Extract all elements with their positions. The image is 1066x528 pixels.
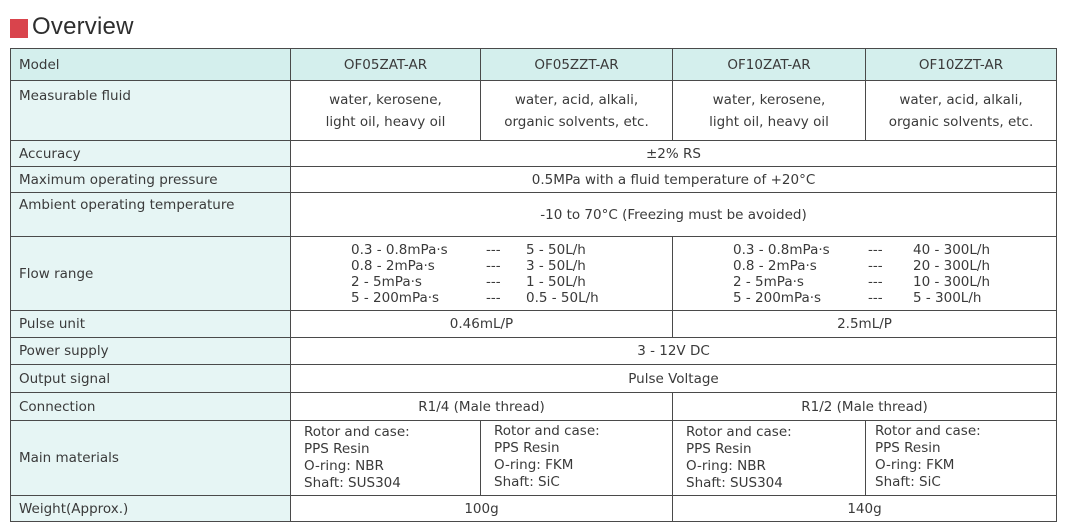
label-weight: Weight(Approx.) <box>11 496 291 522</box>
label-pulse-unit: Pulse unit <box>11 311 291 338</box>
material-line: PPS Resin <box>686 441 752 457</box>
fluid-line: light oil, heavy oil <box>709 113 829 130</box>
row-connection <box>11 393 1057 421</box>
materials-of05zat <box>291 421 481 496</box>
flow-rate: 3 - 50L/h <box>526 257 586 274</box>
separator: --- <box>868 257 883 274</box>
label-measurable-fluid: Measurable fluid <box>11 81 291 141</box>
material-line: Rotor and case: <box>686 424 792 440</box>
overview-spec-table <box>10 48 1057 522</box>
fluid-line: water, acid, alkali, <box>514 91 639 108</box>
separator: --- <box>486 289 501 306</box>
flow-rate: 10 - 300L/h <box>913 273 991 290</box>
pulse-unit-of05: 0.46mL/P <box>291 311 673 338</box>
material-line: Shaft: SiC <box>494 474 560 490</box>
separator: --- <box>868 289 883 306</box>
separator: --- <box>486 273 501 290</box>
label-model: Model <box>11 49 291 81</box>
material-line: O-ring: NBR <box>304 458 384 474</box>
label-power-supply: Power supply <box>11 338 291 365</box>
viscosity: 0.8 - 2mPa·s <box>351 257 435 274</box>
materials-of05zzt <box>481 421 673 496</box>
label-connection: Connection <box>11 393 291 421</box>
material-line: O-ring: FKM <box>875 457 955 473</box>
viscosity: 5 - 200mPa·s <box>733 289 822 306</box>
flow-grid-of10 <box>733 242 1056 306</box>
flow-rate: 40 - 300L/h <box>913 241 991 258</box>
ambient-temp-value: -10 to 70°C (Freezing must be avoided) <box>291 193 1057 237</box>
weight-of05: 100g <box>291 496 673 522</box>
model-of05zzt: OF05ZZT-AR <box>481 49 673 81</box>
connection-of10: R1/2 (Male thread) <box>673 393 1057 421</box>
material-line: O-ring: FKM <box>494 457 574 473</box>
model-of10zat: OF10ZAT-AR <box>673 49 866 81</box>
separator: --- <box>486 241 501 258</box>
materials-of10zat <box>673 421 866 496</box>
weight-of10: 140g <box>673 496 1057 522</box>
viscosity: 0.8 - 2mPa·s <box>733 257 817 274</box>
viscosity: 0.3 - 0.8mPa·s <box>733 241 830 258</box>
row-measurable-fluid <box>11 81 1057 141</box>
fluid-line: organic solvents, etc. <box>888 113 1034 130</box>
material-line: Shaft: SiC <box>875 474 941 490</box>
power-supply-value: 3 - 12V DC <box>291 338 1057 365</box>
row-model <box>11 49 1057 81</box>
material-line: PPS Resin <box>875 440 941 456</box>
material-line: O-ring: NBR <box>686 458 766 474</box>
flow-rate: 20 - 300L/h <box>913 257 991 274</box>
section-title <box>10 12 134 42</box>
material-line: Rotor and case: <box>875 423 981 439</box>
row-pulse-unit <box>11 311 1057 338</box>
fluid-of05zat <box>291 81 481 141</box>
material-line: Rotor and case: <box>304 424 410 440</box>
connection-of05: R1/4 (Male thread) <box>291 393 673 421</box>
fluid-line: water, acid, alkali, <box>899 91 1023 108</box>
fluid-line: water, kerosene, <box>712 91 826 108</box>
fluid-line: light oil, heavy oil <box>325 113 446 130</box>
fluid-of10zzt <box>866 81 1057 141</box>
model-of05zat: OF05ZAT-AR <box>291 49 481 81</box>
flow-range-of10 <box>673 237 1057 311</box>
row-power-supply <box>11 338 1057 365</box>
row-max-pressure <box>11 167 1057 193</box>
label-max-pressure: Maximum operating pressure <box>11 167 291 193</box>
material-line: Rotor and case: <box>494 423 600 439</box>
viscosity: 5 - 200mPa·s <box>351 289 440 306</box>
flow-range-of05 <box>291 237 673 311</box>
row-weight <box>11 496 1057 522</box>
flow-rate: 5 - 50L/h <box>526 241 586 258</box>
material-line: PPS Resin <box>494 440 560 456</box>
separator: --- <box>486 257 501 274</box>
flow-grid-of05 <box>351 242 672 306</box>
separator: --- <box>868 241 883 258</box>
label-output-signal: Output signal <box>11 365 291 393</box>
label-ambient-temp: Ambient operating temperature <box>11 193 291 237</box>
material-line: Shaft: SUS304 <box>686 475 783 491</box>
viscosity: 2 - 5mPa·s <box>733 273 804 290</box>
fluid-of10zat <box>673 81 866 141</box>
materials-of10zzt <box>866 421 1057 496</box>
fluid-line: organic solvents, etc. <box>504 113 649 130</box>
row-ambient-temp <box>11 193 1057 237</box>
flow-rate: 5 - 300L/h <box>913 289 982 306</box>
viscosity: 0.3 - 0.8mPa·s <box>351 241 448 258</box>
row-output-signal <box>11 365 1057 393</box>
row-main-materials <box>11 421 1057 496</box>
title-text: Overview <box>32 13 134 40</box>
accuracy-value: ±2% RS <box>291 141 1057 167</box>
flow-rate: 1 - 50L/h <box>526 273 586 290</box>
material-line: PPS Resin <box>304 441 370 457</box>
viscosity: 2 - 5mPa·s <box>351 273 422 290</box>
material-line: Shaft: SUS304 <box>304 475 401 491</box>
output-signal-value: Pulse Voltage <box>291 365 1057 393</box>
pulse-unit-of10: 2.5mL/P <box>673 311 1057 338</box>
max-pressure-value: 0.5MPa with a fluid temperature of +20°C <box>291 167 1057 193</box>
row-accuracy <box>11 141 1057 167</box>
title-square-icon <box>10 19 28 38</box>
label-main-materials: Main materials <box>11 421 291 496</box>
separator: --- <box>868 273 883 290</box>
label-accuracy: Accuracy <box>11 141 291 167</box>
fluid-line: water, kerosene, <box>329 91 442 108</box>
row-flow-range <box>11 237 1057 311</box>
flow-rate: 0.5 - 50L/h <box>526 289 599 306</box>
label-flow-range: Flow range <box>11 237 291 311</box>
model-of10zzt: OF10ZZT-AR <box>866 49 1057 81</box>
fluid-of05zzt <box>481 81 673 141</box>
